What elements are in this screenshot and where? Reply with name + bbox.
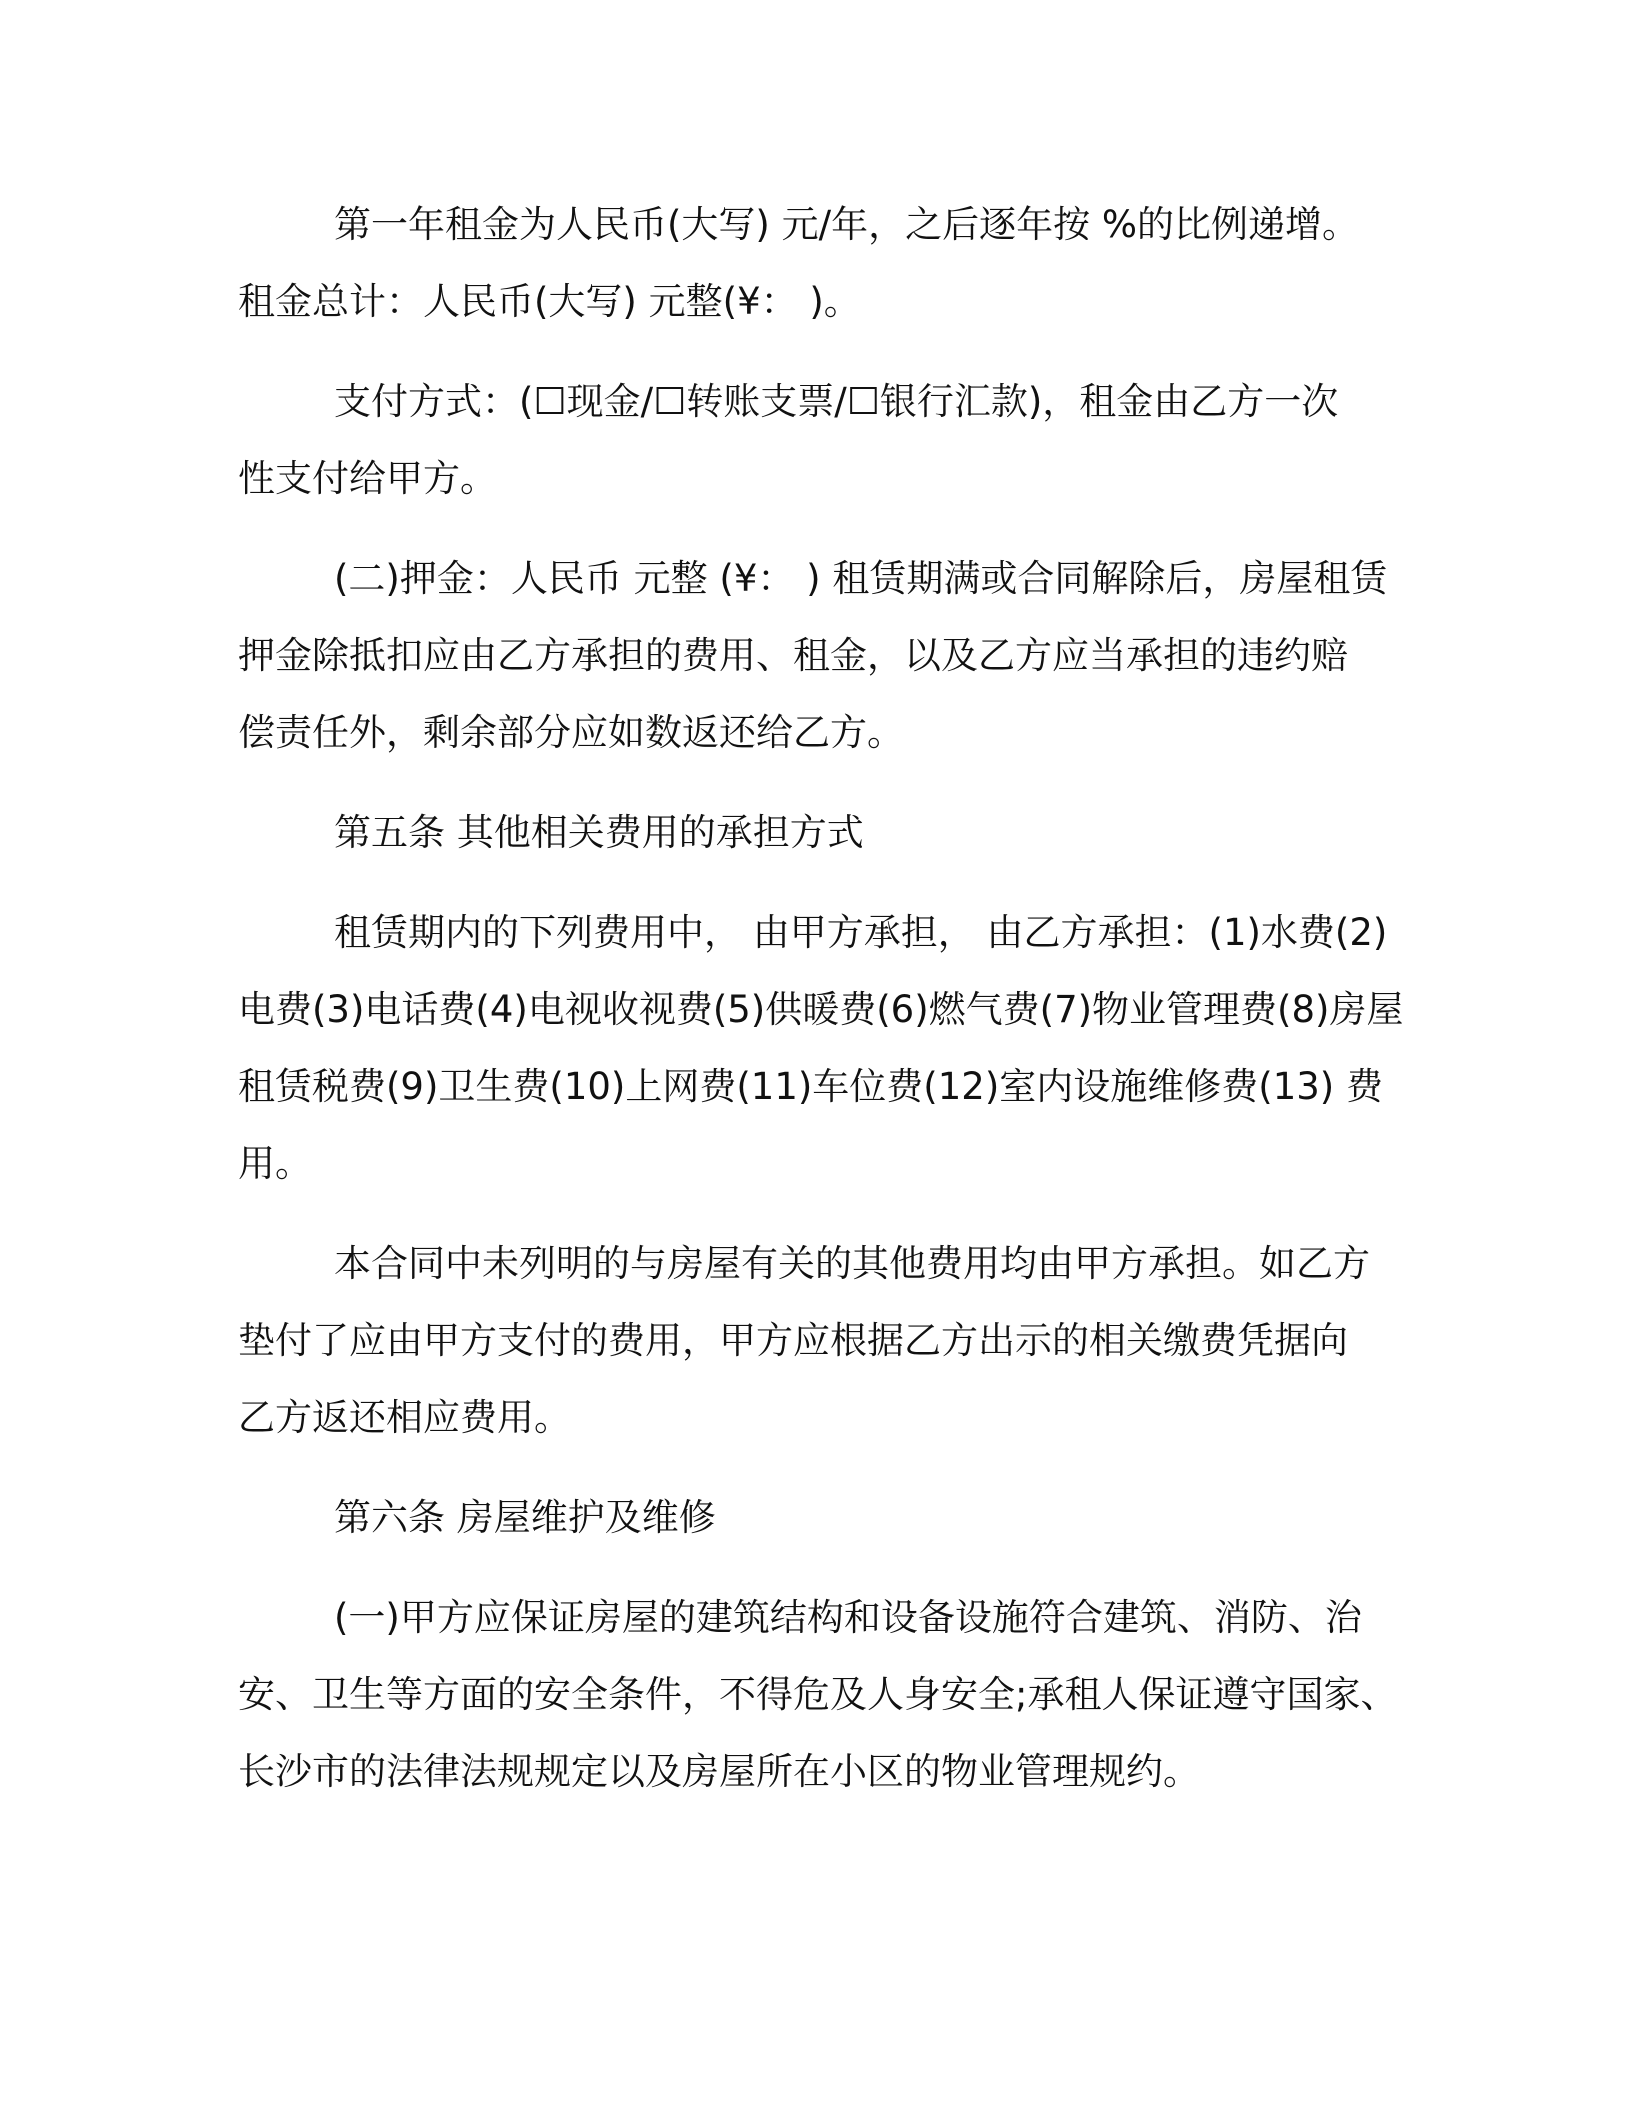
paragraph-fees-list <box>238 894 1404 1202</box>
article-5-heading <box>238 794 1388 871</box>
paragraph-payment-method <box>238 363 1388 517</box>
text-line: 垫付了应由甲方支付的费用，甲方应根据乙方出示的相关缴费凭据向 <box>238 1319 1348 1362</box>
text-line: 偿责任外，剩余部分应如数返还给乙方。 <box>238 711 904 754</box>
text-line: 性支付给甲方。 <box>238 457 497 500</box>
section-heading: 第五条 其他相关费用的承担方式 <box>334 811 864 854</box>
text-line: 押金除抵扣应由乙方承担的费用、租金，以及乙方应当承担的违约赔 <box>238 634 1348 677</box>
text-line: 电费(3)电话费(4)电视收视费(5)供暖费(6)燃气费(7)物业管理费(8)房屋 <box>238 988 1404 1031</box>
article-6-heading <box>238 1479 1388 1556</box>
text-line: (一)甲方应保证房屋的建筑结构和设备设施符合建筑、消防、治 <box>334 1596 1362 1639</box>
text-line: 租赁期内的下列费用中， 由甲方承担， 由乙方承担：(1)水费(2) <box>334 911 1388 954</box>
paragraph-deposit <box>238 540 1388 771</box>
section-heading: 第六条 房屋维护及维修 <box>334 1496 716 1539</box>
paragraph-rent-first-year <box>238 186 1388 340</box>
text-line: 第一年租金为人民币(大写) 元/年，之后逐年按 %的比例递增。 <box>334 203 1360 246</box>
text-line: 安、卫生等方面的安全条件，不得危及人身安全;承租人保证遵守国家、 <box>238 1673 1398 1716</box>
paragraph-maintenance-1 <box>238 1579 1398 1810</box>
text-line: 租赁税费(9)卫生费(10)上网费(11)车位费(12)室内设施维修费(13) 费 <box>238 1065 1383 1108</box>
text-line: 长沙市的法律法规规定以及房屋所在小区的物业管理规约。 <box>238 1750 1200 1793</box>
text-line: 本合同中未列明的与房屋有关的其他费用均由甲方承担。如乙方 <box>334 1242 1370 1285</box>
text-line: 支付方式：(☐现金/☐转账支票/☐银行汇款)，租金由乙方一次 <box>334 380 1339 423</box>
text-line: 租金总计：人民币(大写) 元整(¥： )。 <box>238 280 861 323</box>
text-line: (二)押金：人民币 元整 (¥： ) 租赁期满或合同解除后，房屋租赁 <box>334 557 1388 600</box>
text-line: 用。 <box>238 1142 312 1185</box>
document-body <box>238 186 1404 1833</box>
text-line: 乙方返还相应费用。 <box>238 1396 571 1439</box>
paragraph-other-fees <box>238 1225 1388 1456</box>
